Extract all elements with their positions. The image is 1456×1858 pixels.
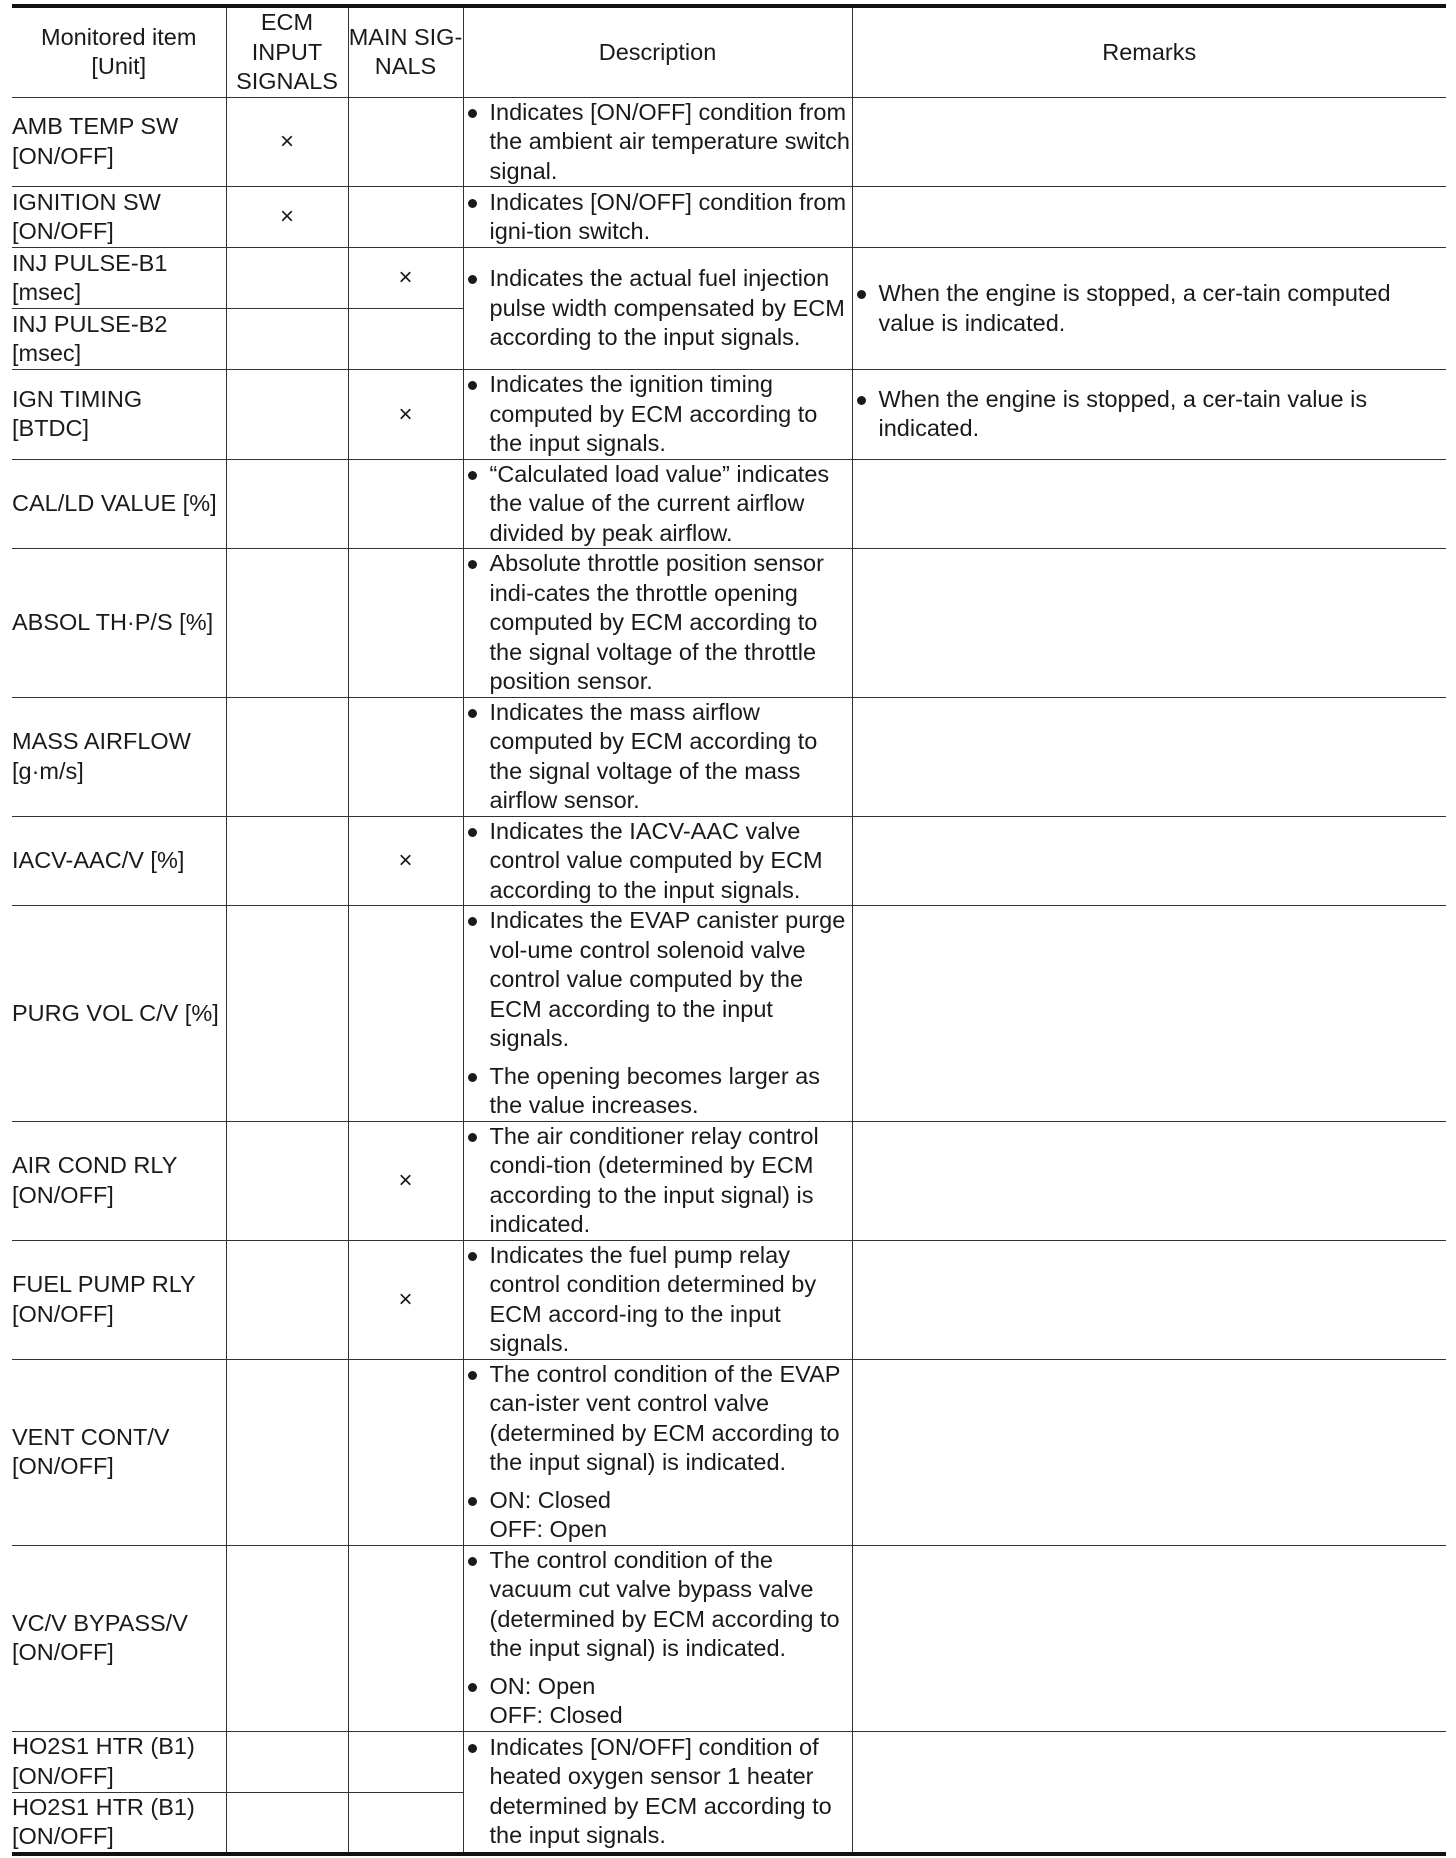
monitored-item: INJ PULSE-B1 [msec] [12, 248, 226, 309]
description-bullet: The control condition of the vacuum cut valve bypass valve (determined by ECM according to the input signal) is indicated. [464, 1546, 852, 1664]
table-row-vcv-bypass-v [12, 1545, 1446, 1731]
description-bullet: “Calculated load value” indicates the value of the current airflow divided by peak airflow. [464, 460, 852, 549]
main-signal-mark: × [348, 248, 463, 309]
table-row-cal-ld-value [12, 459, 1446, 549]
description [463, 549, 852, 698]
ecm-input-cell [226, 370, 348, 460]
description-bullet: The opening becomes larger as the value increases. [464, 1062, 852, 1121]
main-signal-mark: × [348, 370, 463, 460]
remarks [852, 459, 1446, 549]
table-row-iacv-aac-v [12, 816, 1446, 906]
remarks [852, 1545, 1446, 1731]
monitored-item: AIR COND RLY [ON/OFF] [12, 1121, 226, 1240]
ecm-input-cell [226, 906, 348, 1122]
table-header-row [12, 6, 1446, 97]
description-bullet: Indicates the fuel pump relay control condition determined by ECM accord-ing to the input signals. [464, 1241, 852, 1359]
monitored-item: ABSOL TH·P/S [%] [12, 549, 226, 698]
description [463, 697, 852, 816]
description-bullet: Indicates [ON/OFF] condition of heated oxygen sensor 1 heater determined by ECM according to the input signals. [464, 1733, 852, 1851]
description [463, 1240, 852, 1359]
ecm-input-cell [226, 1545, 348, 1731]
main-signal-cell [348, 549, 463, 698]
remarks [852, 187, 1446, 248]
col-header-main-signals: MAIN SIG- NALS [348, 6, 463, 97]
table-row-inj-pulse-b1 [12, 248, 1446, 309]
ecm-input-cell [226, 1792, 348, 1854]
remarks [852, 1359, 1446, 1545]
description [463, 1545, 852, 1731]
monitored-item: VENT CONT/V [ON/OFF] [12, 1359, 226, 1545]
description-bullet: Indicates the IACV-AAC valve control value computed by ECM according to the input signals. [464, 817, 852, 906]
ecm-input-cell [226, 1121, 348, 1240]
description-bullet: Indicates the mass airflow computed by ECM according to the signal voltage of the mass airflow sensor. [464, 698, 852, 816]
main-signal-mark: × [348, 1240, 463, 1359]
ecm-input-mark: × [226, 97, 348, 187]
remarks [852, 97, 1446, 187]
description [463, 370, 852, 460]
ecm-input-cell [226, 248, 348, 309]
description [463, 1121, 852, 1240]
monitored-item: HO2S1 HTR (B1) [ON/OFF] [12, 1792, 226, 1854]
remarks [852, 248, 1446, 370]
monitored-item: CAL/LD VALUE [%] [12, 459, 226, 549]
remarks [852, 697, 1446, 816]
remarks-bullet: When the engine is stopped, a cer-tain value is indicated. [853, 385, 1447, 444]
description-bullet: The control condition of the EVAP can-ister vent control valve (determined by ECM according to the input signal) is indicated. [464, 1360, 852, 1478]
monitored-item: IGNITION SW [ON/OFF] [12, 187, 226, 248]
description-bullet: The air conditioner relay control condi-tion (determined by ECM according to the input signal) is indicated. [464, 1122, 852, 1240]
table-row-purg-vol-cv [12, 906, 1446, 1122]
main-signal-cell [348, 97, 463, 187]
main-signal-cell [348, 1545, 463, 1731]
col-header-description: Description [463, 6, 852, 97]
ecm-input-mark: × [226, 187, 348, 248]
description-bullet: Indicates [ON/OFF] condition from igni-tion switch. [464, 188, 852, 247]
description [463, 187, 852, 248]
table-row-vent-cont-v [12, 1359, 1446, 1545]
monitored-item: FUEL PUMP RLY [ON/OFF] [12, 1240, 226, 1359]
remarks [852, 906, 1446, 1122]
main-signal-cell [348, 1731, 463, 1792]
table-row-ignition-sw [12, 187, 1446, 248]
description-bullet: Indicates the EVAP canister purge vol-ume control solenoid valve control value computed by the ECM according to the input signals. [464, 906, 852, 1054]
description [463, 906, 852, 1122]
ecm-input-cell [226, 1359, 348, 1545]
state-bullet: ON: Closed OFF: Open [464, 1486, 852, 1545]
main-signal-cell [348, 459, 463, 549]
description-bullet: Indicates [ON/OFF] condition from the ambient air temperature switch signal. [464, 98, 852, 187]
monitored-item: HO2S1 HTR (B1) [ON/OFF] [12, 1731, 226, 1792]
main-signal-cell [348, 1359, 463, 1545]
table-row-fuel-pump-rly [12, 1240, 1446, 1359]
remarks [852, 1731, 1446, 1854]
description-bullet: Indicates the actual fuel injection pulse width compensated by ECM according to the input signals. [464, 264, 852, 353]
ecm-input-cell [226, 816, 348, 906]
state-bullet: ON: Open OFF: Closed [464, 1672, 852, 1731]
remarks [852, 1240, 1446, 1359]
remarks [852, 1121, 1446, 1240]
monitored-item: IGN TIMING [BTDC] [12, 370, 226, 460]
monitored-item: INJ PULSE-B2 [msec] [12, 309, 226, 370]
description [463, 459, 852, 549]
remarks [852, 549, 1446, 698]
main-signal-cell [348, 906, 463, 1122]
description-bullet: Indicates the ignition timing computed by ECM according to the input signals. [464, 370, 852, 459]
table-row-amb-temp-sw [12, 97, 1446, 187]
table-row-air-cond-rly [12, 1121, 1446, 1240]
description [463, 1359, 852, 1545]
monitored-item: MASS AIRFLOW [g·m/s] [12, 697, 226, 816]
remarks [852, 816, 1446, 906]
main-signal-cell [348, 187, 463, 248]
monitored-item: IACV-AAC/V [%] [12, 816, 226, 906]
description [463, 97, 852, 187]
monitored-item: AMB TEMP SW [ON/OFF] [12, 97, 226, 187]
remarks-bullet: When the engine is stopped, a cer-tain computed value is indicated. [853, 279, 1447, 338]
description [463, 248, 852, 370]
description [463, 816, 852, 906]
main-signal-cell [348, 1792, 463, 1854]
main-signal-mark: × [348, 1121, 463, 1240]
description-bullet: Absolute throttle position sensor indi-cates the throttle opening computed by ECM according to the signal voltage of the throttle position sensor. [464, 549, 852, 697]
monitored-item: VC/V BYPASS/V [ON/OFF] [12, 1545, 226, 1731]
ecm-input-cell [226, 549, 348, 698]
monitored-item: PURG VOL C/V [%] [12, 906, 226, 1122]
ecm-input-cell [226, 309, 348, 370]
main-signal-mark: × [348, 816, 463, 906]
col-header-monitored-item: Monitored item [Unit] [12, 6, 226, 97]
ecm-input-cell [226, 1240, 348, 1359]
table-row-ign-timing [12, 370, 1446, 460]
ecm-input-cell [226, 459, 348, 549]
table-row-ho2s1-htr-a [12, 1731, 1446, 1792]
table-row-absol-th-ps [12, 549, 1446, 698]
monitor-items-table [12, 4, 1446, 1856]
col-header-remarks: Remarks [852, 6, 1446, 97]
table-row-mass-airflow [12, 697, 1446, 816]
ecm-input-cell [226, 1731, 348, 1792]
description [463, 1731, 852, 1854]
main-signal-cell [348, 697, 463, 816]
main-signal-cell [348, 309, 463, 370]
remarks [852, 370, 1446, 460]
ecm-input-cell [226, 697, 348, 816]
col-header-ecm-input-signals: ECM INPUT SIGNALS [226, 6, 348, 97]
